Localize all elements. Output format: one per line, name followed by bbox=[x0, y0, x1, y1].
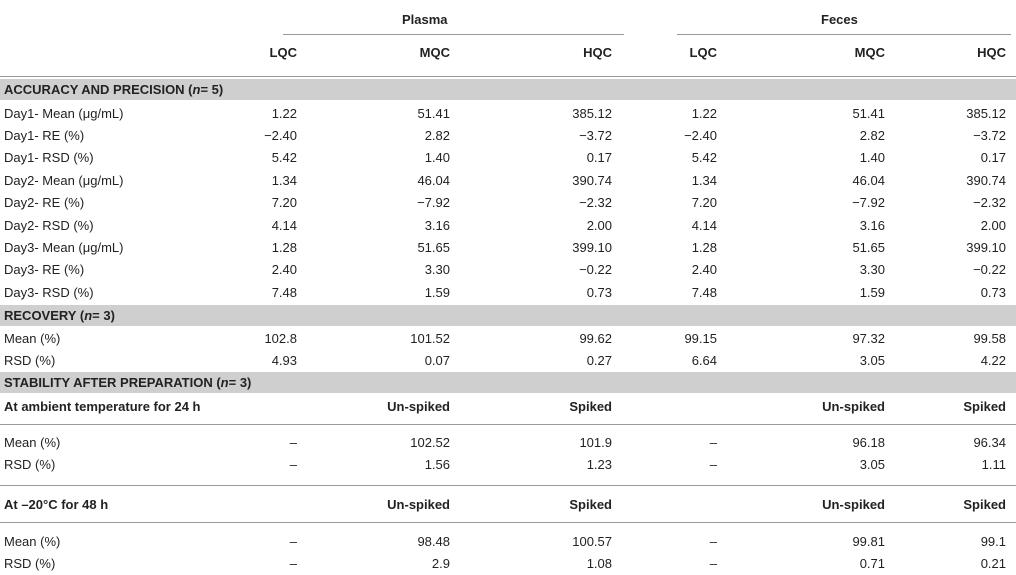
table-row bbox=[0, 530, 1016, 552]
cell-value: −3.72 bbox=[579, 128, 612, 144]
section-accuracy bbox=[0, 79, 1016, 100]
col-header: HQC bbox=[583, 44, 612, 60]
cell-value: – bbox=[709, 533, 717, 549]
cell-value: 1.23 bbox=[586, 456, 612, 472]
cell-value: 101.9 bbox=[579, 434, 612, 450]
cell-value: 4.14 bbox=[691, 217, 717, 233]
row-label: Day3- Mean (μg/mL) bbox=[4, 240, 124, 256]
cell-value: 1.28 bbox=[691, 240, 717, 256]
stability2-title: At –20°C for 48 h bbox=[4, 496, 109, 512]
cell-value: 4.14 bbox=[271, 217, 297, 233]
cell-value: 1.34 bbox=[691, 172, 717, 188]
cell-value: – bbox=[709, 434, 717, 450]
cell-value: 2.82 bbox=[424, 128, 450, 144]
table-row bbox=[0, 281, 1016, 303]
cell-value: – bbox=[289, 555, 297, 571]
cell-value: 5.42 bbox=[691, 150, 717, 166]
row-label: Mean (%) bbox=[4, 330, 61, 346]
cell-value: 3.05 bbox=[859, 456, 885, 472]
spiked-label: Spiked bbox=[569, 496, 612, 512]
cell-value: 7.20 bbox=[691, 195, 717, 211]
table-row bbox=[0, 349, 1016, 371]
cell-value: 99.15 bbox=[684, 330, 717, 346]
row-label: Day3- RE (%) bbox=[4, 262, 85, 278]
cell-value: 0.73 bbox=[586, 284, 612, 300]
cell-value: 2.00 bbox=[586, 217, 612, 233]
header-plasma: Plasma bbox=[402, 12, 448, 27]
cell-value: – bbox=[289, 533, 297, 549]
stability1-subheader bbox=[0, 395, 1016, 417]
cell-value: −0.22 bbox=[973, 262, 1006, 278]
cell-value: 46.04 bbox=[417, 172, 450, 188]
cell-value: −2.32 bbox=[579, 195, 612, 211]
cell-value: −7.92 bbox=[852, 195, 885, 211]
cell-value: 98.48 bbox=[417, 533, 450, 549]
row-label: RSD (%) bbox=[4, 555, 56, 571]
cell-value: 6.64 bbox=[691, 352, 717, 368]
cell-value: 1.59 bbox=[424, 284, 450, 300]
cell-value: 97.32 bbox=[852, 330, 885, 346]
cell-value: 385.12 bbox=[966, 105, 1006, 121]
cell-value: 102.52 bbox=[410, 434, 450, 450]
cell-value: 0.17 bbox=[980, 150, 1006, 166]
cell-value: – bbox=[709, 555, 717, 571]
stability2-subheader bbox=[0, 493, 1016, 515]
cell-value: 96.18 bbox=[852, 434, 885, 450]
cell-value: 2.40 bbox=[691, 262, 717, 278]
cell-value: −2.40 bbox=[264, 128, 297, 144]
cell-value: 4.93 bbox=[271, 352, 297, 368]
stability1-rule bbox=[0, 424, 1016, 425]
cell-value: −2.40 bbox=[684, 128, 717, 144]
cell-value: 51.65 bbox=[852, 240, 885, 256]
cell-value: 2.00 bbox=[980, 217, 1006, 233]
stability2-rule bbox=[0, 522, 1016, 523]
cell-value: −0.22 bbox=[579, 262, 612, 278]
table-row bbox=[0, 214, 1016, 236]
section-title: STABILITY AFTER PREPARATION ( n = 3) bbox=[4, 375, 252, 390]
cell-value: 390.74 bbox=[966, 172, 1006, 188]
cell-value: 3.16 bbox=[424, 217, 450, 233]
cell-value: 1.34 bbox=[271, 172, 297, 188]
table-row bbox=[0, 124, 1016, 146]
row-label: Day3- RSD (%) bbox=[4, 284, 94, 300]
cell-value: 2.9 bbox=[431, 555, 450, 571]
cell-value: 0.07 bbox=[424, 352, 450, 368]
cell-value: 1.22 bbox=[691, 105, 717, 121]
header-feces: Feces bbox=[821, 12, 858, 27]
feces-underline bbox=[677, 34, 1011, 35]
col-header: LQC bbox=[269, 44, 297, 60]
cell-value: 385.12 bbox=[572, 105, 612, 121]
cell-value: 5.42 bbox=[271, 150, 297, 166]
row-label: Day2- RE (%) bbox=[4, 195, 85, 211]
cell-value: 1.40 bbox=[424, 150, 450, 166]
cell-value: 102.8 bbox=[264, 330, 297, 346]
table-row bbox=[0, 192, 1016, 214]
row-label: RSD (%) bbox=[4, 456, 56, 472]
cell-value: 0.21 bbox=[980, 555, 1006, 571]
cell-value: 0.17 bbox=[586, 150, 612, 166]
stability1-title: At ambient temperature for 24 h bbox=[4, 398, 201, 414]
row-label: RSD (%) bbox=[4, 352, 56, 368]
row-label: Day2- RSD (%) bbox=[4, 217, 94, 233]
table-row bbox=[0, 259, 1016, 281]
table-row bbox=[0, 236, 1016, 258]
row-label: Mean (%) bbox=[4, 533, 61, 549]
spiked-label: Spiked bbox=[963, 496, 1006, 512]
cell-value: 3.16 bbox=[859, 217, 885, 233]
cell-value: 1.22 bbox=[271, 105, 297, 121]
cell-value: 1.11 bbox=[981, 456, 1006, 472]
cell-value: 99.1 bbox=[980, 533, 1006, 549]
col-header: HQC bbox=[977, 44, 1006, 60]
spiked-label: Spiked bbox=[963, 398, 1006, 414]
col-header: MQC bbox=[854, 44, 885, 60]
cell-value: 4.22 bbox=[980, 352, 1006, 368]
cell-value: 1.40 bbox=[859, 150, 885, 166]
header-bottom-rule bbox=[0, 76, 1016, 77]
col-header: LQC bbox=[689, 44, 717, 60]
cell-value: 399.10 bbox=[966, 240, 1006, 256]
cell-value: 3.30 bbox=[859, 262, 885, 278]
table-row bbox=[0, 431, 1016, 453]
row-label: Day2- Mean (μg/mL) bbox=[4, 172, 124, 188]
stability-divider bbox=[0, 485, 1016, 486]
unspiked-label: Un-spiked bbox=[822, 496, 885, 512]
cell-value: 46.04 bbox=[852, 172, 885, 188]
cell-value: 7.48 bbox=[271, 284, 297, 300]
cell-value: 399.10 bbox=[572, 240, 612, 256]
table-row bbox=[0, 147, 1016, 169]
section-title: ACCURACY AND PRECISION ( n = 5) bbox=[4, 82, 224, 97]
cell-value: – bbox=[289, 434, 297, 450]
cell-value: −3.72 bbox=[973, 128, 1006, 144]
row-label: Mean (%) bbox=[4, 434, 61, 450]
column-header-row bbox=[0, 40, 1016, 64]
cell-value: – bbox=[289, 456, 297, 472]
row-label: Day1- Mean (μg/mL) bbox=[4, 105, 124, 121]
table-row bbox=[0, 102, 1016, 124]
section-stability bbox=[0, 372, 1016, 393]
section-recovery bbox=[0, 305, 1016, 326]
spiked-label: Spiked bbox=[569, 398, 612, 414]
cell-value: 3.05 bbox=[859, 352, 885, 368]
section-title: RECOVERY ( n = 3) bbox=[4, 308, 115, 323]
unspiked-label: Un-spiked bbox=[822, 398, 885, 414]
cell-value: 1.08 bbox=[586, 555, 612, 571]
unspiked-label: Un-spiked bbox=[387, 496, 450, 512]
cell-value: 7.48 bbox=[691, 284, 717, 300]
row-label: Day1- RE (%) bbox=[4, 128, 85, 144]
cell-value: 99.58 bbox=[973, 330, 1006, 346]
table-row bbox=[0, 327, 1016, 349]
cell-value: 0.73 bbox=[980, 284, 1006, 300]
cell-value: 51.65 bbox=[417, 240, 450, 256]
cell-value: 51.41 bbox=[417, 105, 450, 121]
col-header: MQC bbox=[419, 44, 450, 60]
cell-value: 0.27 bbox=[586, 352, 612, 368]
cell-value: 3.30 bbox=[424, 262, 450, 278]
cell-value: −2.32 bbox=[973, 195, 1006, 211]
cell-value: 100.57 bbox=[572, 533, 612, 549]
cell-value: 0.71 bbox=[859, 555, 885, 571]
cell-value: 390.74 bbox=[572, 172, 612, 188]
cell-value: 2.82 bbox=[859, 128, 885, 144]
table-row bbox=[0, 552, 1016, 574]
cell-value: 1.56 bbox=[424, 456, 450, 472]
cell-value: 2.40 bbox=[271, 262, 297, 278]
cell-value: – bbox=[709, 456, 717, 472]
cell-value: 99.81 bbox=[852, 533, 885, 549]
unspiked-label: Un-spiked bbox=[387, 398, 450, 414]
table-row bbox=[0, 453, 1016, 475]
cell-value: 1.28 bbox=[271, 240, 297, 256]
cell-value: −7.92 bbox=[417, 195, 450, 211]
cell-value: 96.34 bbox=[973, 434, 1006, 450]
cell-value: 101.52 bbox=[410, 330, 450, 346]
plasma-underline bbox=[283, 34, 624, 35]
cell-value: 99.62 bbox=[579, 330, 612, 346]
row-label: Day1- RSD (%) bbox=[4, 150, 94, 166]
cell-value: 1.59 bbox=[859, 284, 885, 300]
cell-value: 51.41 bbox=[852, 105, 885, 121]
table-row bbox=[0, 169, 1016, 191]
cell-value: 7.20 bbox=[271, 195, 297, 211]
